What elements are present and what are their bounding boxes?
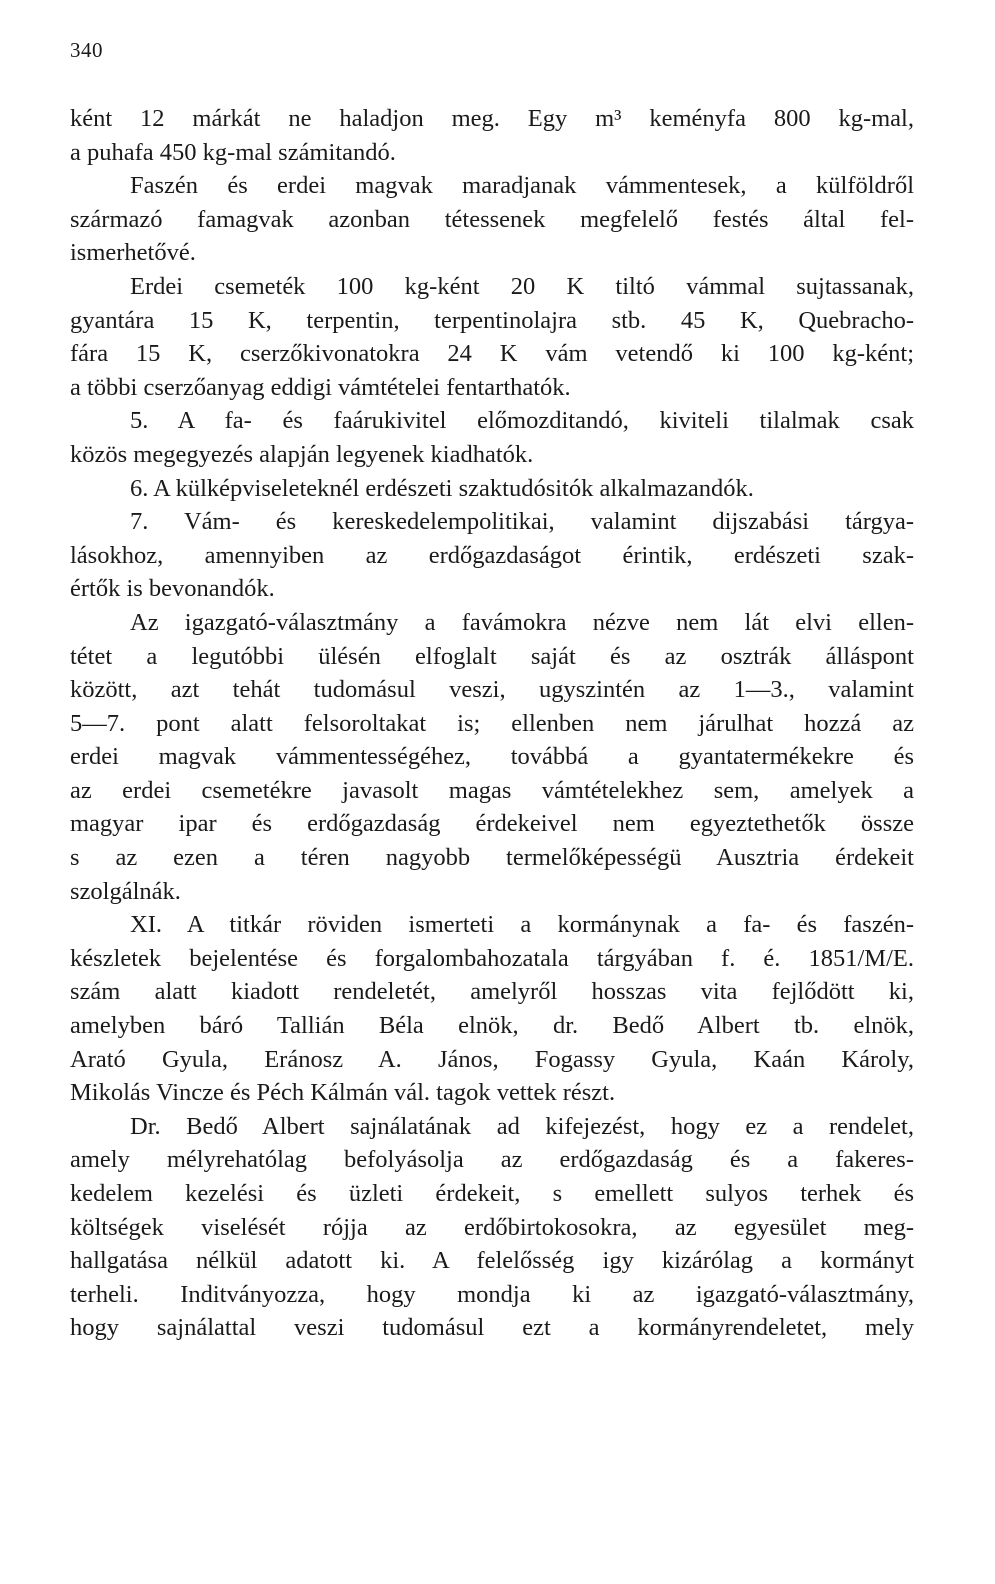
text-line: a többi cserzőanyag eddigi vámtételei fentarthatók. [70, 373, 571, 401]
text-line: lásokhoz, amennyiben az erdőgazdaságot érintik, erdészeti szak- [70, 541, 914, 569]
text-line: Erdei csemeték 100 kg-ként 20 K tiltó vámmal sujtassanak, [130, 272, 914, 300]
text-line: Faszén és erdei magvak maradjanak vámmentesek, a külföldről [130, 172, 914, 200]
text-line: között, azt tehát tudomásul veszi, ugyszintén az 1—3., valamint [70, 676, 914, 704]
text-line: Arató Gyula, Eránosz A. János, Fogassy Gyula, Kaán Károly, [70, 1045, 914, 1073]
text-line: 5—7. pont alatt felsoroltakat is; ellenben nem járulhat hozzá az [70, 709, 914, 737]
text-line: magyar ipar és erdőgazdaság érdekeivel nem egyeztethetők össze [70, 810, 914, 838]
text-line: az erdei csemetékre javasolt magas vámtételekhez sem, amelyek a [70, 776, 914, 804]
text-line: közös megegyezés alapján legyenek kiadhatók. [70, 440, 534, 468]
body-text [70, 102, 914, 1345]
text-line: 6. A külképviseleteknél erdészeti szaktudósitók alkalmazandók. [130, 474, 754, 502]
text-line: 7. Vám- és kereskedelempolitikai, valamint dijszabási tárgya- [130, 508, 914, 536]
text-line: Az igazgató-választmány a favámokra nézve nem lát elvi ellen- [130, 608, 914, 636]
text-line: XI. A titkár röviden ismerteti a kormánynak a fa- és faszén- [130, 911, 914, 939]
text-line: Mikolás Vincze és Péch Kálmán vál. tagok vettek részt. [70, 1079, 616, 1107]
page-number: 340 [70, 38, 103, 62]
text-line: Dr. Bedő Albert sajnálatának ad kifejezést, hogy ez a rendelet, [130, 1112, 914, 1140]
text-line: erdei magvak vámmentességéhez, továbbá a gyantatermékekre és [70, 743, 914, 771]
text-line: származó famagvak azonban tétessenek megfelelő festés által fel- [70, 205, 914, 233]
text-line: költségek viselését rójja az erdőbirtokosokra, az egyesület meg- [70, 1213, 914, 1241]
text-line: ismerhetővé. [70, 239, 196, 267]
text-line: s az ezen a téren nagyobb termelőképességü Ausztria érdekeit [70, 844, 914, 872]
text-line: 5. A fa- és faárukivitel előmozditandó, kiviteli tilalmak csak [130, 407, 914, 435]
text-line: fára 15 K, cserzőkivonatokra 24 K vám vetendő ki 100 kg-ként; [70, 340, 914, 368]
text-line: amely mélyrehatólag befolyásolja az erdőgazdaság és a fakeres- [70, 1146, 914, 1174]
text-line: a puhafa 450 kg-mal számitandó. [70, 138, 396, 166]
text-line: értők is bevonandók. [70, 575, 275, 603]
text-line: gyantára 15 K, terpentin, terpentinolajra stb. 45 K, Quebracho- [70, 306, 914, 334]
text-line: szám alatt kiadott rendeletét, amelyről hosszas vita fejlődött ki, [70, 978, 914, 1006]
text-line: készletek bejelentése és forgalombahozatala tárgyában f. é. 1851/M/E. [70, 944, 914, 972]
text-line: terheli. Inditványozza, hogy mondja ki az igazgató-választmány, [70, 1280, 914, 1308]
text-line: kedelem kezelési és üzleti érdekeit, s emellett sulyos terhek és [70, 1180, 914, 1207]
text-line: hallgatása nélkül adatott ki. A felelősség igy kizárólag a kormányt [70, 1247, 914, 1275]
text-line: szolgálnák. [70, 877, 181, 905]
text-line: tétet a legutóbbi ülésén elfoglalt saját és az osztrák álláspont [70, 642, 914, 670]
text-line: amelyben báró Tallián Béla elnök, dr. Bedő Albert tb. elnök, [70, 1012, 914, 1040]
text-line: ként 12 márkát ne haladjon meg. Egy m³ keményfa 800 kg-mal, [70, 105, 914, 132]
text-line: hogy sajnálattal veszi tudomásul ezt a kormányrendeletet, mely [70, 1314, 914, 1342]
